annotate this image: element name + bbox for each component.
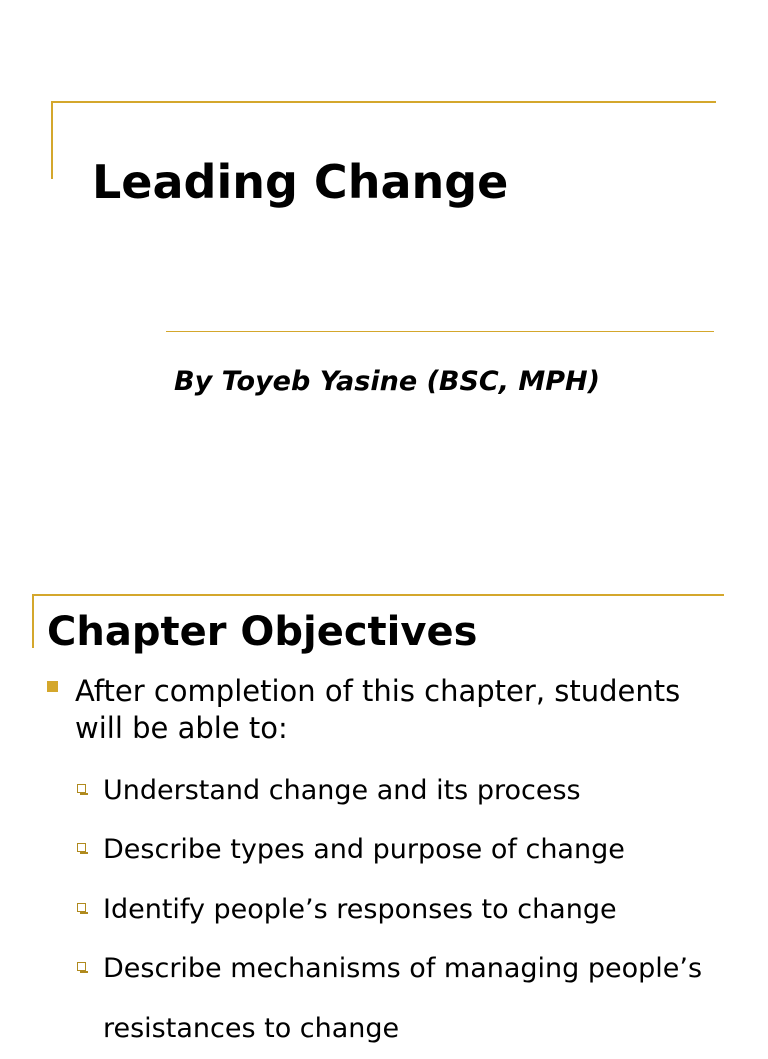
box-bullet-icon xyxy=(77,962,86,971)
slide-title: Leading Change xyxy=(92,155,509,209)
box-bullet-icon xyxy=(77,784,86,793)
title-left-rule xyxy=(51,101,53,179)
objectives-heading: Chapter Objectives xyxy=(47,609,478,655)
filled-square-bullet-icon xyxy=(47,681,58,692)
objective-text: Understand change and its process xyxy=(103,775,581,806)
objective-text: Describe mechanisms of managing people’s resistances to change xyxy=(103,953,703,1044)
objective-text: Identify people’s responses to change xyxy=(103,894,617,925)
objectives-left-rule xyxy=(32,594,34,648)
intro-text: After completion of this chapter, students will be able to: xyxy=(75,674,681,745)
objectives-top-rule xyxy=(32,594,724,596)
objective-text: Describe types and purpose of change xyxy=(103,834,625,865)
box-bullet-icon xyxy=(77,903,86,912)
subtitle-divider xyxy=(166,331,714,332)
slide-subtitle: By Toyeb Yasine (BSC, MPH) xyxy=(174,366,600,397)
box-bullet-icon xyxy=(77,843,86,852)
title-top-rule xyxy=(51,101,716,103)
